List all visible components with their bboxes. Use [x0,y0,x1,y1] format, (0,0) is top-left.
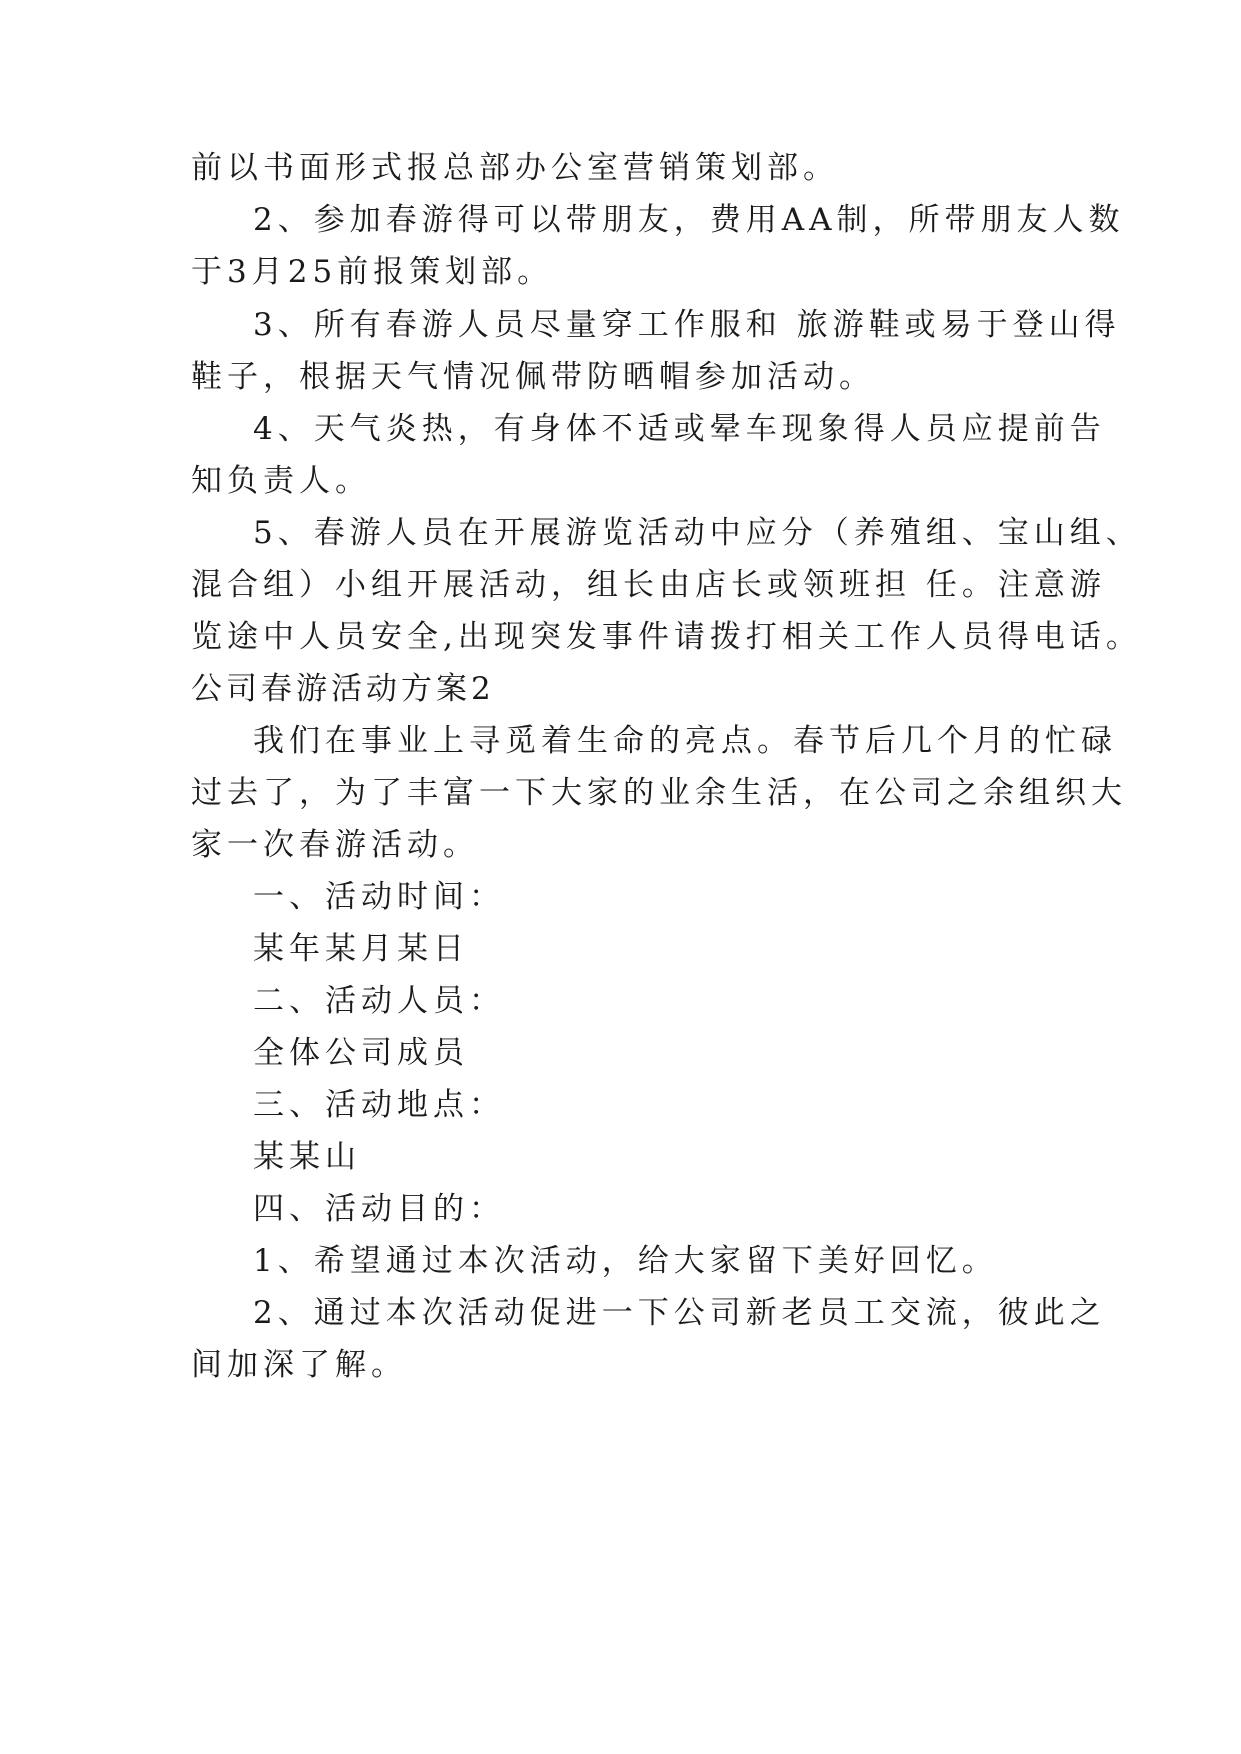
text-line: 过去了，为了丰富一下大家的业余生活，在公司之余组织大 [191,775,1127,811]
text-line: 全体公司成员 [253,1035,469,1071]
text-line: 某年某月某日 [253,931,469,967]
text-line: 1、希望通过本次活动，给大家留下美好回忆。 [253,1243,998,1279]
text-line: 2、参加春游得可以带朋友，费用AA制，所带朋友人数 [253,202,1125,238]
text-line: 二、活动人员： [253,983,505,1019]
text-line: 5、春游人员在开展游览活动中应分（养殖组、宝山组、 [253,515,1142,551]
text-line: 前以书面形式报总部办公室营销策划部。 [191,150,839,186]
text-line: 一、活动时间： [253,879,505,915]
text-line: 间加深了解。 [191,1347,407,1383]
text-line: 某某山 [253,1139,361,1175]
text-line: 鞋子，根据天气情况佩带防晒帽参加活动。 [191,359,875,395]
text-line: 三、活动地点： [253,1087,505,1123]
text-line: 览途中人员安全,出现突发事件请拨打相关工作人员得电话。 [191,619,1142,655]
text-line: 4、天气炎热，有身体不适或晕车现象得人员应提前告 [253,411,1106,447]
text-line: 家一次春游活动。 [191,827,479,863]
text-line: 四、活动目的： [253,1191,505,1227]
text-line: 于3月25前报策划部。 [191,254,554,290]
text-line: 我们在事业上寻觅着生命的亮点。春节后几个月的忙碌 [253,723,1117,759]
text-line: 3、所有春游人员尽量穿工作服和 旅游鞋或易于登山得 [253,307,1121,343]
text-line: 知负责人。 [191,463,371,499]
section-heading: 公司春游活动方案2 [191,671,495,707]
text-line: 混合组）小组开展活动，组长由店长或领班担 任。注意游 [191,567,1106,603]
text-line: 2、通过本次活动促进一下公司新老员工交流，彼此之 [253,1295,1106,1331]
